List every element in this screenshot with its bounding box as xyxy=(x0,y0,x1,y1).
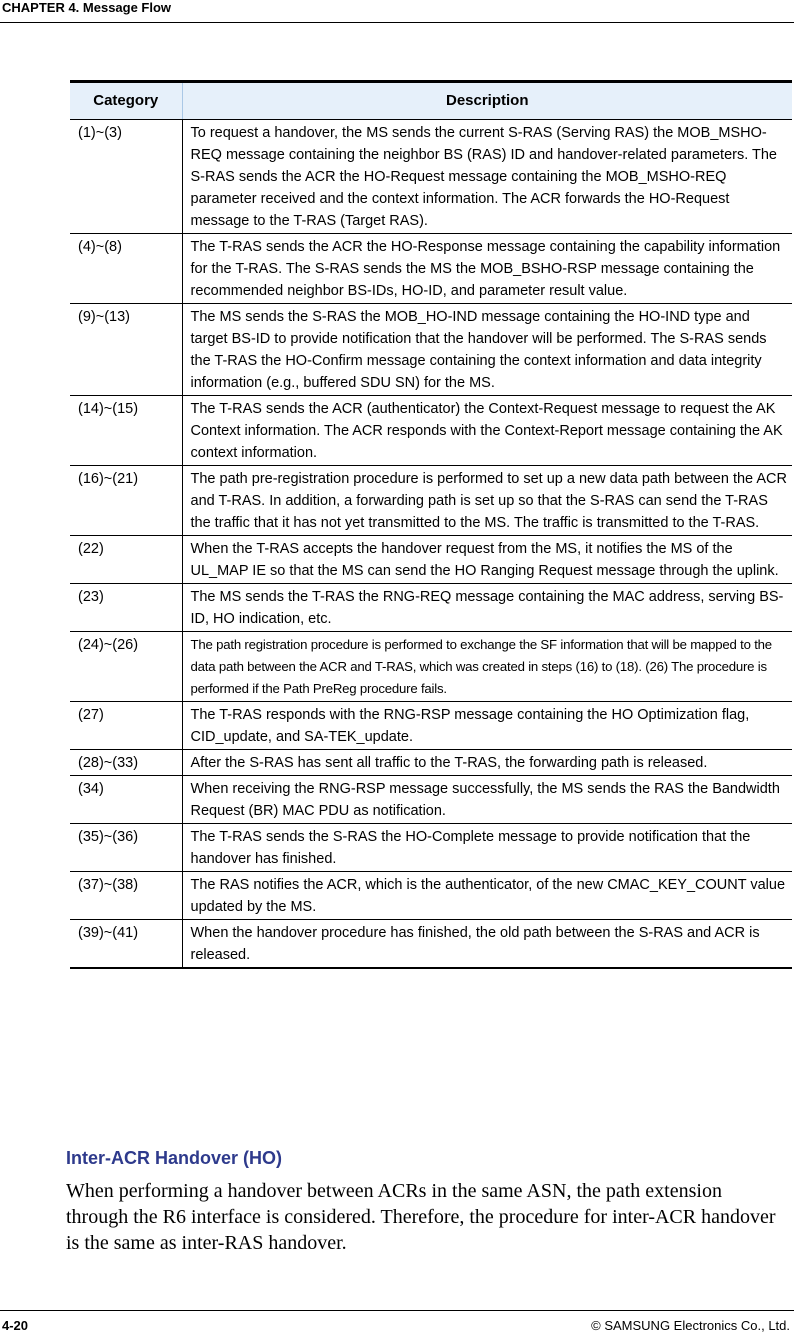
table-row xyxy=(70,750,792,776)
table-row xyxy=(70,920,792,969)
table-row xyxy=(70,304,792,396)
table-row xyxy=(70,776,792,824)
category-cell: (27) xyxy=(70,702,182,750)
category-cell: (24)~(26) xyxy=(70,632,182,702)
table-row xyxy=(70,396,792,466)
category-cell: (34) xyxy=(70,776,182,824)
body-paragraph: When performing a handover between ACRs in the same ASN, the path extension through the R6 interface is considered. Therefore, the procedure for inter-ACR handover is the same as inter-RAS handover. xyxy=(66,1180,776,1254)
description-cell: The path pre-registration procedure is performed to set up a new data path between the ACR and T-RAS. In addition, a forwarding path is set up so that the S-RAS can send the T-RAS the traffic that it has not yet transmitted to the MS. The traffic is transmitted to the T-RAS. xyxy=(182,466,792,536)
category-cell: (23) xyxy=(70,584,182,632)
description-cell: When the T-RAS accepts the handover request from the MS, it notifies the MS of the UL_MAP IE so that the MS can send the HO Ranging Request message through the uplink. xyxy=(182,536,792,584)
table-row xyxy=(70,632,792,702)
copyright-notice: © SAMSUNG Electronics Co., Ltd. xyxy=(591,1318,790,1333)
footer-rule xyxy=(0,1310,794,1311)
section-title: Inter-ACR Handover (HO) xyxy=(66,1148,283,1168)
category-cell: (14)~(15) xyxy=(70,396,182,466)
category-cell: (37)~(38) xyxy=(70,872,182,920)
category-cell: (39)~(41) xyxy=(70,920,182,969)
category-cell: (35)~(36) xyxy=(70,824,182,872)
category-cell: (1)~(3) xyxy=(70,120,182,234)
table-row xyxy=(70,234,792,304)
description-cell: The T-RAS sends the S-RAS the HO-Complete message to provide notification that the handover has finished. xyxy=(182,824,792,872)
description-cell: When the handover procedure has finished, the old path between the S-RAS and ACR is released. xyxy=(182,920,792,969)
column-header-description: Description xyxy=(182,82,792,120)
header-rule xyxy=(0,22,794,23)
category-cell: (4)~(8) xyxy=(70,234,182,304)
column-header-category: Category xyxy=(70,82,182,120)
category-cell: (22) xyxy=(70,536,182,584)
table-header-row xyxy=(70,82,792,120)
description-cell: When receiving the RNG-RSP message successfully, the MS sends the RAS the Bandwidth Request (BR) MAC PDU as notification. xyxy=(182,776,792,824)
description-cell: After the S-RAS has sent all traffic to the T-RAS, the forwarding path is released. xyxy=(182,750,792,776)
description-cell: The path registration procedure is performed to exchange the SF information that will be mapped to the data path between the ACR and T-RAS, which was created in steps (16) to (18). (26) The procedure is performed if the Path PreReg procedure fails. xyxy=(182,632,792,702)
description-cell: The T-RAS responds with the RNG-RSP message containing the HO Optimization flag, CID_update, and SA-TEK_update. xyxy=(182,702,792,750)
description-cell: The MS sends the S-RAS the MOB_HO-IND message containing the HO-IND type and target BS-ID to provide notification that the handover will be performed. The S-RAS sends the T-RAS the HO-Confirm message containing the context information and data integrity information (e.g., buffered SDU SN) for the MS. xyxy=(182,304,792,396)
table-row xyxy=(70,536,792,584)
description-cell: The MS sends the T-RAS the RNG-REQ message containing the MAC address, serving BS-ID, HO indication, etc. xyxy=(182,584,792,632)
table-row xyxy=(70,702,792,750)
table-row xyxy=(70,120,792,234)
category-cell: (9)~(13) xyxy=(70,304,182,396)
description-cell: To request a handover, the MS sends the current S-RAS (Serving RAS) the MOB_MSHO-REQ message containing the neighbor BS (RAS) ID and handover-related parameters. The S-RAS sends the ACR the HO-Request message containing the MOB_MSHO-REQ parameter received and the context information. The ACR forwards the HO-Request message to the T-RAS (Target RAS). xyxy=(182,120,792,234)
page-number: 4-20 xyxy=(2,1318,29,1333)
table-row xyxy=(70,872,792,920)
table-row xyxy=(70,584,792,632)
category-cell: (16)~(21) xyxy=(70,466,182,536)
message-flow-table xyxy=(70,80,792,969)
table-row xyxy=(70,824,792,872)
description-cell: The T-RAS sends the ACR the HO-Response message containing the capability information for the T-RAS. The S-RAS sends the MS the MOB_BSHO-RSP message containing the recommended neighbor BS-IDs, HO-ID, and parameter result value. xyxy=(182,234,792,304)
chapter-header: CHAPTER 4. Message Flow xyxy=(2,0,172,15)
description-cell: The RAS notifies the ACR, which is the authenticator, of the new CMAC_KEY_COUNT value updated by the MS. xyxy=(182,872,792,920)
description-cell: The T-RAS sends the ACR (authenticator) the Context-Request message to request the AK Context information. The ACR responds with the Context-Report message containing the AK context information. xyxy=(182,396,792,466)
category-cell: (28)~(33) xyxy=(70,750,182,776)
table-row xyxy=(70,466,792,536)
